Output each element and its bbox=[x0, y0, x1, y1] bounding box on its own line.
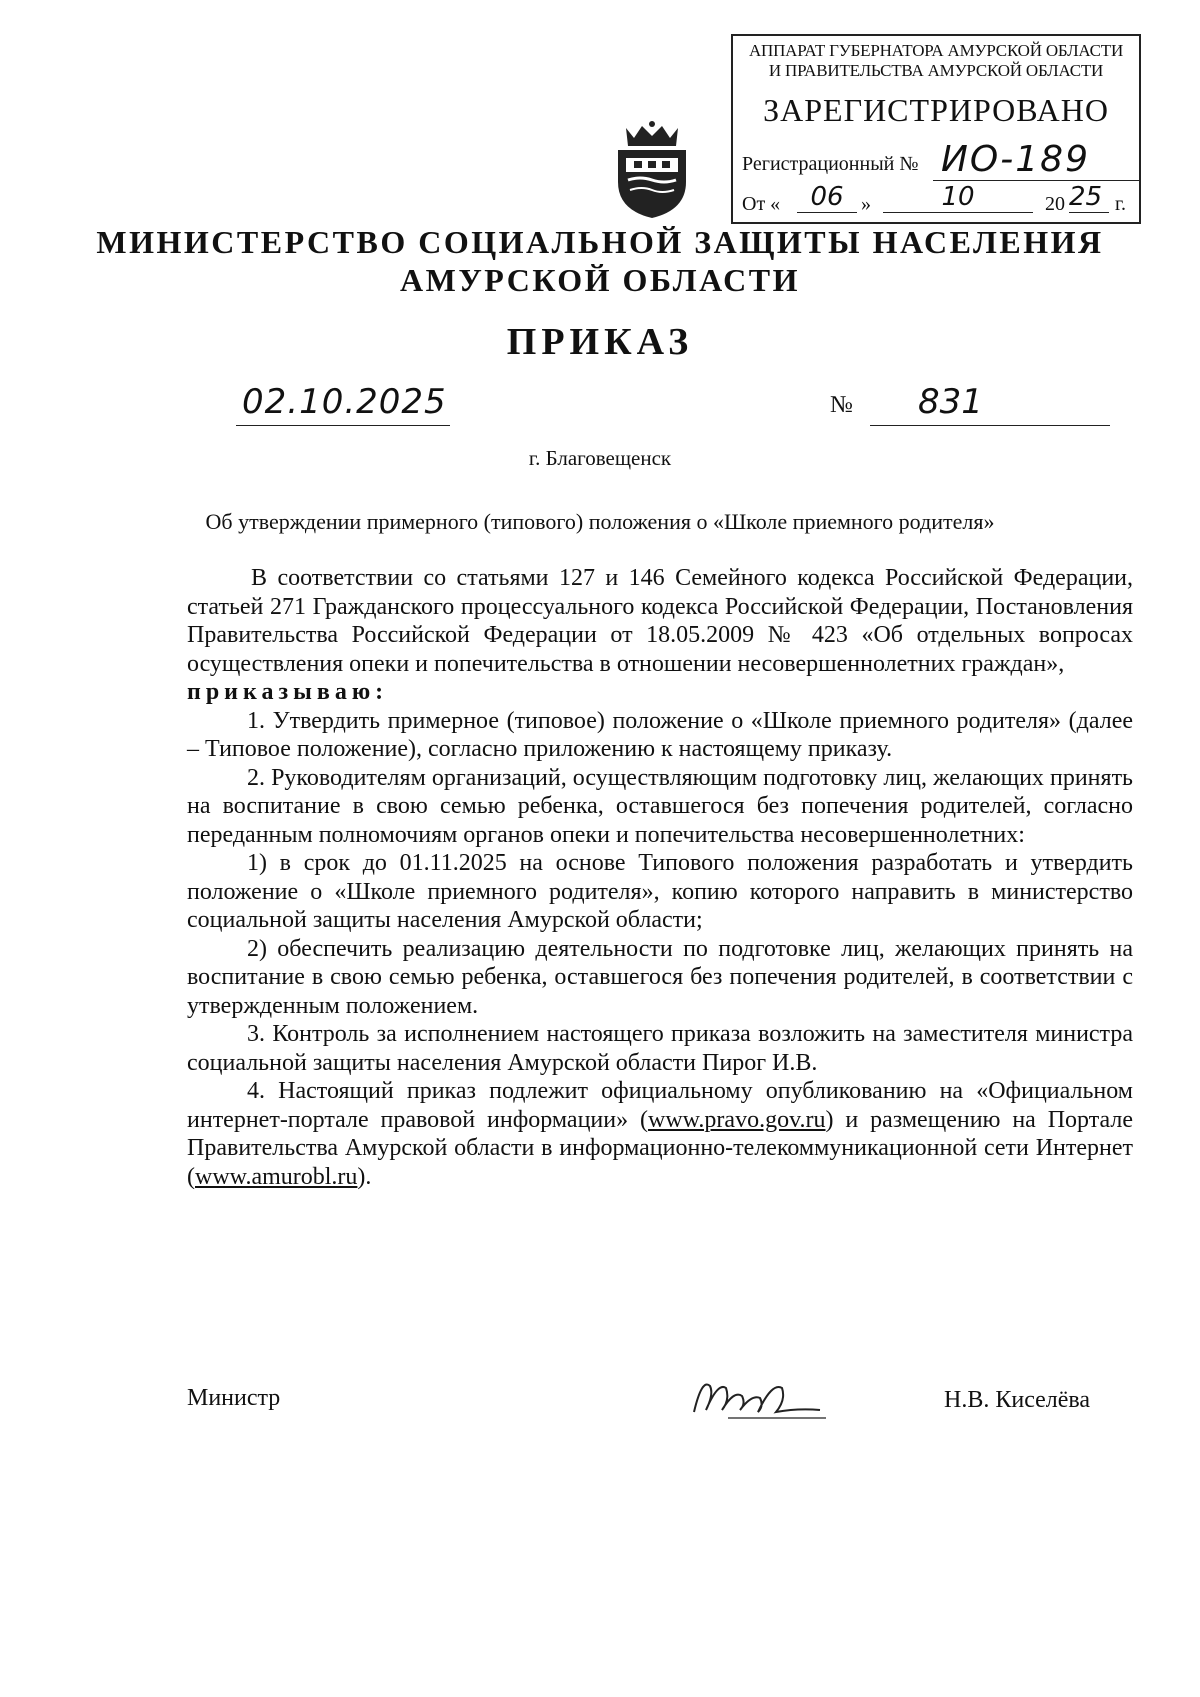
stamp-org-line2: И ПРАВИТЕЛЬСТВА АМУРСКОЙ ОБЛАСТИ bbox=[768, 61, 1104, 80]
item-1: 1. Утвердить примерное (типовое) положение о «Школе приемного родителя» (далее – Типовое положение), согласно приложению к настоящему приказу. bbox=[187, 707, 1133, 762]
item-2-subitem-2: 2) обеспечить реализацию деятельности по подготовке лиц, желающих принять на воспитание в свою семью ребенка, оставшегося без попечения родителей, в соответствии с утвержденным положением. bbox=[187, 935, 1133, 1019]
stamp-reg-number: ИО-189 bbox=[933, 140, 1141, 181]
stamp-date-year-unit: г. bbox=[1115, 193, 1126, 215]
item-4-text-part2: ) и размещению на Портале Правительства Амурской области в информационно-телекоммуникационной сети Интернет ( bbox=[187, 1106, 1133, 1190]
city: г. Благовещенск bbox=[528, 446, 672, 470]
item-4 bbox=[187, 1077, 1133, 1191]
item-4-text-part3: ). bbox=[357, 1163, 372, 1190]
item-3: 3. Контроль за исполнением настоящего приказа возложить на заместителя министра социальной защиты населения Амурской области Пирог И.В. bbox=[187, 1021, 1133, 1076]
ministry-title-line1: МИНИСТЕРСТВО СОЦИАЛЬНОЙ ЗАЩИТЫ НАСЕЛЕНИЯ bbox=[96, 224, 1104, 260]
stamp-date-label: От « bbox=[742, 193, 781, 215]
stamp-date-day: 06 bbox=[797, 182, 857, 213]
document-type-heading: ПРИКАЗ bbox=[506, 321, 694, 363]
item-4-text-part1: 4. Настоящий приказ подлежит официальному опубликованию на «Официальном интернет-портале правовой информации» ( bbox=[187, 1078, 1133, 1133]
order-date: 02.10.2025 bbox=[236, 382, 450, 426]
amurobl-link[interactable]: www.amurobl.ru bbox=[195, 1163, 358, 1190]
order-subject: Об утверждении примерного (типового) положения о «Школе приемного родителя» bbox=[205, 509, 995, 534]
item-2: 2. Руководителям организаций, осуществляющим подготовку лиц, желающих принять на воспитание в свою семью ребенка, оставшегося без попечения родителей, согласно переданным полномочиям органов опеки и попечительства несовершеннолетних: bbox=[187, 764, 1133, 848]
stamp-date-year-suffix: 25 bbox=[1069, 182, 1109, 213]
registration-stamp bbox=[731, 34, 1141, 224]
preamble-paragraph: В соответствии со статьями 127 и 146 Семейного кодекса Российской Федерации, статьей 271 Гражданского процессуального кодекса Российской Федерации, Постановления Правительства Российской Федерации от 18.05.2009 № 423 «Об отдельных вопросах осуществления опеки и попечительства в отношении несовершеннолетних граждан», bbox=[187, 565, 1133, 677]
order-word: приказываю: bbox=[187, 679, 389, 705]
pravo-gov-link[interactable]: www.pravo.gov.ru bbox=[647, 1106, 826, 1133]
item-2-subitem-1: 1) в срок до 01.11.2025 на основе Типового положения разработать и утвердить положение о «Школе приемного родителя», копию которого направить в министерство социальной защиты населения Амурской области; bbox=[187, 850, 1133, 933]
stamp-date-year-prefix: 20 bbox=[1045, 193, 1065, 215]
order-number: 831 bbox=[870, 382, 1110, 426]
stamp-date-month: 10 bbox=[883, 182, 1033, 213]
stamp-org-line1: АППАРАТ ГУБЕРНАТОРА АМУРСКОЙ ОБЛАСТИ bbox=[748, 41, 1124, 60]
coat-of-arms-icon bbox=[612, 120, 692, 220]
stamp-date-close-quote: » bbox=[861, 193, 871, 215]
ministry-title-line2: АМУРСКОЙ ОБЛАСТИ bbox=[400, 262, 800, 298]
order-body bbox=[187, 564, 1133, 1191]
signer-title: Министр bbox=[187, 1385, 281, 1411]
stamp-registered-label: ЗАРЕГИСТРИРОВАНО bbox=[763, 92, 1109, 128]
handwritten-signature bbox=[688, 1360, 828, 1430]
order-number-sign: № bbox=[830, 392, 853, 418]
signer-name: Н.В. Киселёва bbox=[944, 1387, 1091, 1413]
stamp-reg-number-label: Регистрационный № bbox=[742, 153, 919, 175]
